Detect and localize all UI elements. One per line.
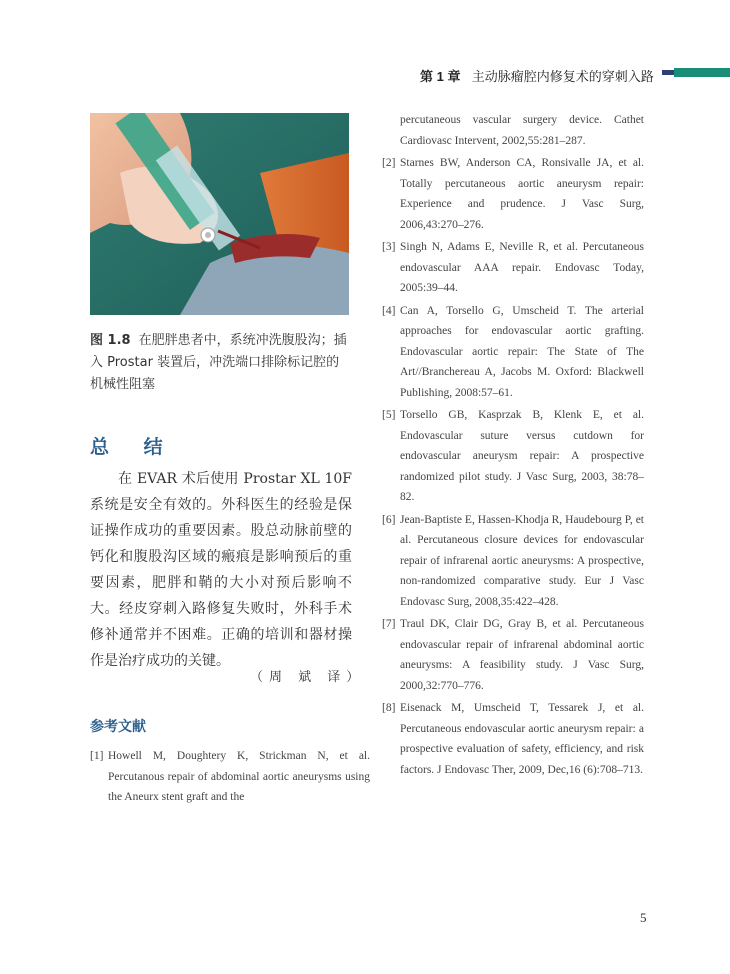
reference-text: Torsello GB, Kasprzak B, Klenk E, et al. Endovascular suture versus cutdown for endovascular aneurysm repair: A prospective randomized pilot study. J Vasc Surg, 2003, 38:78–82.	[400, 409, 644, 503]
page-number: 5	[640, 910, 647, 925]
running-header	[420, 66, 654, 85]
reference-text: Eisenack M, Umscheid T, Tessarek J, et al. Percutaneous endovascular aortic aneurysm repair: a prospective evaluation of safety, efficiency, and risk factors. J Endovasc Ther, 2009, Dec,16 (6):708–713.	[400, 702, 644, 776]
chapter-title: 主动脉瘤腔内修复术的穿刺入路	[471, 69, 654, 84]
summary-heading: 总 结	[90, 436, 177, 458]
reference-item	[382, 405, 644, 508]
reference-number: [7]	[382, 618, 396, 630]
translator-credit: （周 斌 译）	[250, 670, 366, 685]
figure-caption-text: 在肥胖患者中，系统冲洗腹股沟；插入 Prostar 装置后，冲洗端口排除标记腔的机械性阻塞	[90, 333, 347, 392]
header-accent-dark	[662, 70, 674, 75]
reference-item	[382, 698, 644, 780]
reference-number: [2]	[382, 157, 396, 169]
header-accent-green	[674, 68, 730, 77]
surgical-photo	[90, 113, 349, 315]
reference-text: Starnes BW, Anderson CA, Ronsivalle JA, et al. Totally percutaneous aortic aneurysm repair: Experience and prudence. J Vasc Surg, 2006,43:270–276.	[400, 157, 644, 231]
reference-number: [5]	[382, 409, 396, 421]
reference-number: [1]	[90, 750, 104, 762]
reference-item	[382, 510, 644, 613]
chapter-label: 第 1 章	[420, 69, 461, 84]
references-heading: 参考文献	[90, 719, 146, 735]
reference-item	[382, 153, 644, 235]
reference-text: Jean-Baptiste E, Hassen-Khodja R, Haudebourg P, et al. Percutaneous closure devices for endovascular repair of infrarenal aortic aneurysms: A prospective, non-randomized comparative study. Eur J Vasc Endovasc Surg, 2008,35:422–428.	[400, 513, 644, 608]
reference-number: [3]	[382, 241, 396, 253]
reference-text: Singh N, Adams E, Neville R, et al. Percutaneous endovascular AAA repair. Endovasc Today, 2005:39–44.	[400, 241, 644, 294]
reference-item	[382, 301, 644, 404]
reference-text: Can A, Torsello G, Umscheid T. The arterial approaches for endovascular aortic grafting. Endovascular aortic repair: The State of The Art//Branchereau A, Jacobs M. Oxford: Blackwell Publishing, 2008:57–61.	[400, 304, 644, 399]
figure-caption	[90, 330, 352, 396]
figure-label: 图 1.8	[90, 333, 131, 348]
summary-paragraph: 在 EVAR 术后使用 Prostar XL 10F 系统是安全有效的。外科医生的经验是保证操作成功的重要因素。股总动脉前壁的钙化和腹股沟区域的瘢痕是影响预后的重要因素，肥胖和鞘的大小对预后影响不大。经皮穿刺入路修复失败时，外科手术修补通常并不困难。正确的培训和器材操作是治疗成功的关键。	[90, 471, 352, 669]
reference-item	[382, 237, 644, 299]
reference-item	[382, 614, 644, 696]
reference-1-continued	[382, 110, 644, 151]
reference-number: [8]	[382, 702, 396, 714]
reference-text: Traul DK, Clair DG, Gray B, et al. Percutaneous endovascular repair of infrarenal abdominal aortic aneurysms: A feasibility study. J Vasc Surg, 2000,32:770–776.	[400, 618, 644, 692]
reference-number: [4]	[382, 304, 396, 317]
references-right-column	[382, 110, 644, 780]
reference-text: percutaneous vascular surgery device. Cathet Cardiovasc Intervent, 2002,55:281–287.	[400, 114, 644, 147]
reference-text: Howell M, Doughtery K, Strickman N, et al. Percutanous repair of abdominal aortic aneurysms using the Aneurx stent graft and the	[108, 750, 370, 803]
reference-1-left	[90, 746, 370, 808]
reference-number: [6]	[382, 513, 396, 526]
